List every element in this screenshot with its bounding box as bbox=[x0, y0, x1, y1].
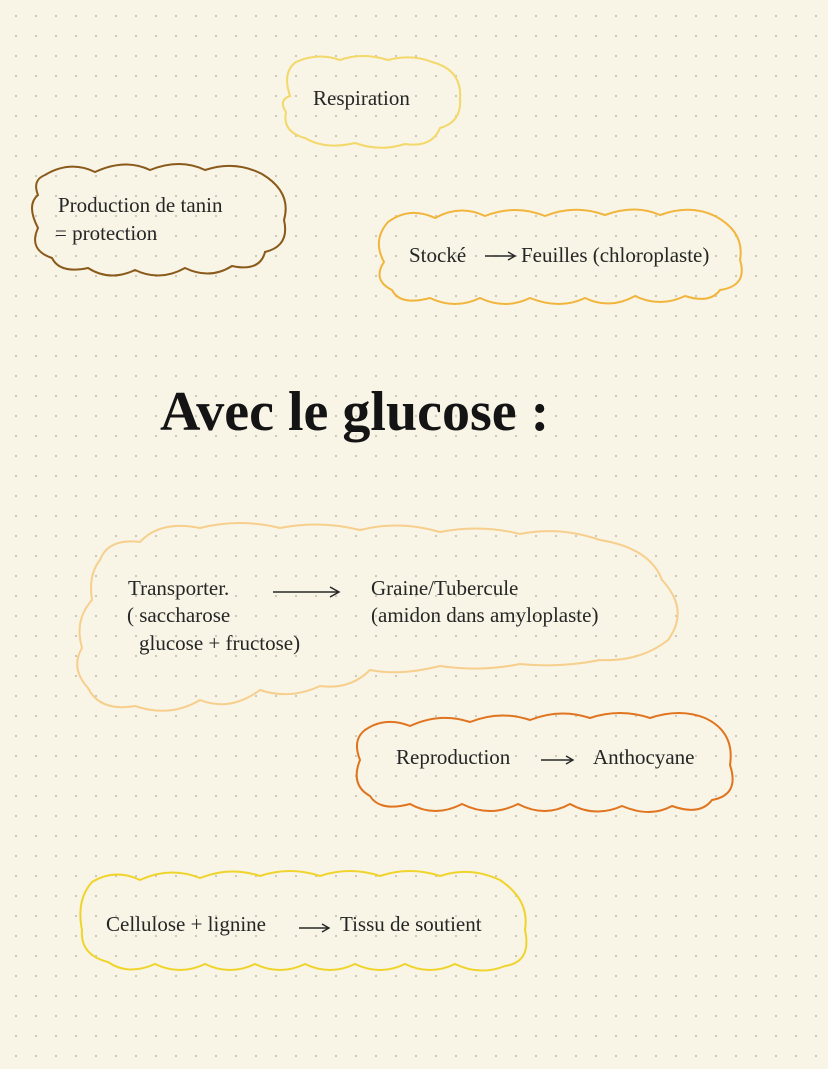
cellulose-target: Tissu de soutient bbox=[340, 912, 482, 936]
arrow-right-icon bbox=[540, 754, 576, 766]
stocke-target: Feuilles (chloroplaste) bbox=[521, 243, 710, 267]
reproduction-label: Reproduction bbox=[396, 745, 511, 769]
transport-target-line1: Graine/Tubercule bbox=[371, 576, 519, 600]
stocke-label: Stocké bbox=[409, 243, 467, 267]
cellulose-label: Cellulose + lignine bbox=[106, 912, 266, 936]
tanin-label-line2: = protection bbox=[55, 221, 158, 245]
arrow-right-icon bbox=[298, 922, 332, 934]
page-title: Avec le glucose : bbox=[160, 381, 550, 443]
tanin-label-line1: Production de tanin bbox=[58, 193, 223, 217]
arrow-right-icon bbox=[272, 585, 342, 599]
transport-label-line1: Transporter. bbox=[128, 576, 230, 600]
transport-label-line3: glucose + fructose) bbox=[139, 631, 301, 655]
transport-label-line2: ( saccharose bbox=[127, 603, 231, 627]
respiration-label: Respiration bbox=[313, 86, 410, 110]
reproduction-target: Anthocyane bbox=[593, 745, 695, 769]
arrow-right-icon bbox=[484, 250, 518, 262]
transport-target-line2: (amidon dans amyloplaste) bbox=[371, 603, 599, 627]
